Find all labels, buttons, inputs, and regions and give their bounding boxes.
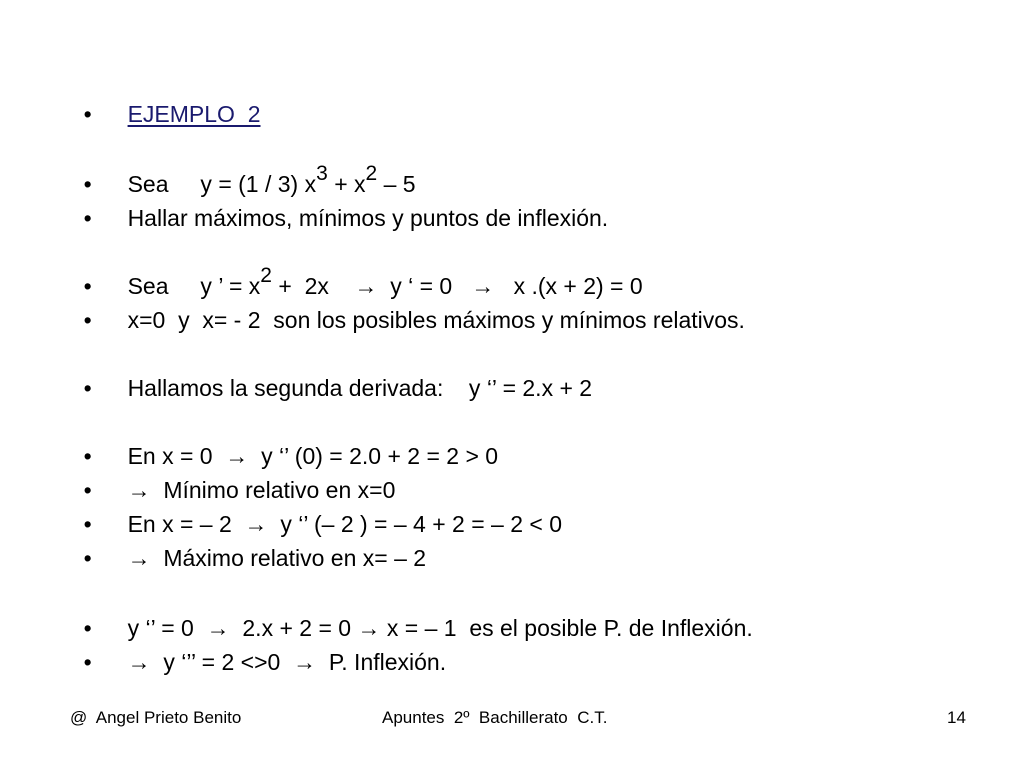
footer-page-number: 14 (947, 708, 966, 727)
inflection-candidate-text: y ‘’ = 0 → 2.x + 2 = 0 → x = – 1 es el posible P. de Inflexión. (127, 615, 753, 641)
bullet: • (83, 273, 92, 299)
bullet: • (83, 649, 92, 675)
evaluation-xm2-text: En x = – 2 → y ‘’ (– 2 ) = – 4 + 2 = – 2 < 0 (127, 511, 563, 537)
bullet: • (83, 101, 92, 127)
bullet: • (83, 477, 92, 503)
footer-author: @ Angel Prieto Benito (70, 708, 242, 727)
bullet: • (83, 545, 92, 571)
evaluation-x0-text: En x = 0 → y ‘’ (0) = 2.0 + 2 = 2 > 0 (127, 443, 499, 469)
task-text: Hallar máximos, mínimos y puntos de inflexión. (127, 205, 609, 231)
derivative-text-end: + 2x → y ‘ = 0 → x .(x + 2) = 0 (271, 273, 643, 299)
bullet: • (83, 443, 92, 469)
second-derivative-text: Hallamos la segunda derivada: y ‘’ = 2.x + 2 (127, 375, 593, 401)
example-title: EJEMPLO 2 (127, 101, 261, 127)
function-text-mid: + x (327, 171, 366, 197)
function-text-start: Sea y = (1 / 3) x (127, 171, 317, 197)
derivative-text-start: Sea y ’ = x (127, 273, 261, 299)
bullet: • (83, 375, 92, 401)
bullet: • (83, 307, 92, 333)
exponent-2: 2 (365, 162, 378, 186)
critical-points-text: x=0 y x= - 2 son los posibles máximos y mínimos relativos. (127, 307, 745, 333)
minimum-text: → Mínimo relativo en x=0 (127, 477, 396, 503)
exponent-3: 3 (316, 162, 328, 186)
inflection-confirm-text: → y ‘’’ = 2 <>0 → P. Inflexión. (127, 649, 447, 675)
function-text-end: – 5 (377, 171, 416, 197)
bullet: • (83, 171, 92, 197)
bullet: • (83, 511, 92, 537)
inflection-confirm-line (58, 620, 446, 704)
bullet: • (83, 205, 92, 231)
maximum-text: → Máximo relativo en x= – 2 (127, 545, 427, 571)
footer-course: Apuntes 2º Bachillerato C.T. (382, 708, 608, 727)
bullet: • (83, 615, 92, 641)
derivative-exponent: 2 (260, 264, 272, 288)
